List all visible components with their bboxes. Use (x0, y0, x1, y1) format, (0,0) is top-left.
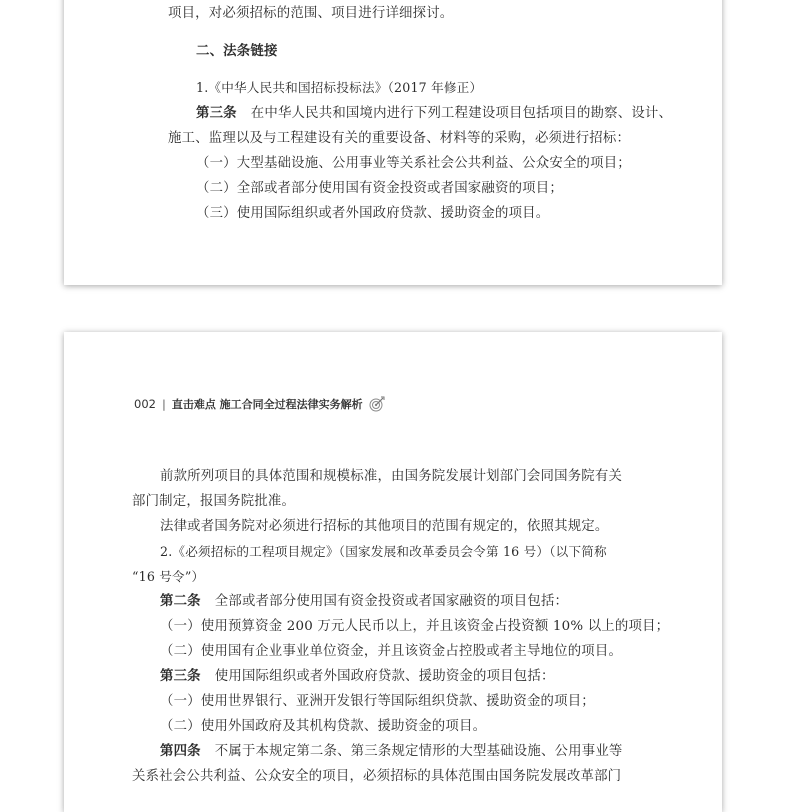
list-item: （三）使用国际组织或者外国政府贷款、援助资金的项目。 (196, 206, 550, 221)
list-item: （二）使用国有企业事业单位资金，并且该资金占控股或者主导地位的项目。 (160, 644, 623, 659)
target-icon (369, 396, 385, 412)
text-line: 法律或者国务院对必须进行招标的其他项目的范围有规定的，依照其规定。 (160, 519, 609, 534)
article-label: 第二条 (160, 594, 201, 609)
article-label: 第三条 (196, 106, 237, 121)
list-item: （一）使用世界银行、亚洲开发银行等国际组织贷款、援助资金的项目； (160, 694, 595, 709)
text-line: 部门制定，报国务院批准。 (132, 494, 296, 509)
article-paragraph (160, 743, 623, 761)
article-label: 第三条 (160, 669, 201, 684)
law-title: 2.《必须招标的工程项目规定》（国家发展和改革委员会令第 16 号）（以下简称 (160, 544, 607, 559)
text-line: 施工、监理以及与工程建设有关的重要设备、材料等的采购，必须进行招标： (168, 131, 631, 146)
law-title: 1.《中华人民共和国招标投标法》（2017 年修正） (196, 80, 483, 95)
list-item: （二）使用外国政府及其机构贷款、援助资金的项目。 (160, 719, 487, 734)
text-line: 项目，对必须招标的范围、项目进行详细探讨。 (168, 6, 454, 21)
running-header (134, 396, 385, 412)
list-item: （一）使用预算资金 200 万元人民币以上，并且该资金占投资额 10% 以上的项目； (160, 619, 670, 634)
article-text: 全部或者部分使用国有资金投资或者国家融资的项目包括： (214, 594, 569, 609)
page-number: 002 (134, 397, 156, 411)
article-paragraph (160, 668, 555, 686)
list-item: （二）全部或者部分使用国有资金投资或者国家融资的项目； (196, 181, 563, 196)
text-line: 关系社会公共利益、公众安全的项目，必须招标的具体范围由国务院发展改革部门 (132, 769, 622, 784)
list-item: （一）大型基础设施、公用事业等关系社会公共利益、公众安全的项目； (196, 156, 631, 171)
document-page-2 (64, 332, 722, 812)
header-separator: | (161, 397, 166, 411)
article-label: 第四条 (160, 744, 201, 759)
article-paragraph (160, 593, 568, 611)
article-paragraph (196, 105, 672, 123)
document-page-1 (64, 0, 722, 285)
article-text: 不属于本规定第二条、第三条规定情形的大型基础设施、公用事业等 (214, 744, 623, 759)
section-heading: 二、法条链接 (196, 44, 278, 59)
article-text: 在中华人民共和国境内进行下列工程建设项目包括项目的勘察、设计、 (250, 106, 673, 121)
article-text: 使用国际组织或者外国政府贷款、援助资金的项目包括： (214, 669, 555, 684)
law-title-cont: “16 号令”） (132, 569, 205, 584)
text-line: 前款所列项目的具体范围和规模标准，由国务院发展计划部门会同国务院有关 (160, 469, 623, 484)
book-title: 直击难点 施工合同全过程法律实务解析 (171, 398, 363, 411)
